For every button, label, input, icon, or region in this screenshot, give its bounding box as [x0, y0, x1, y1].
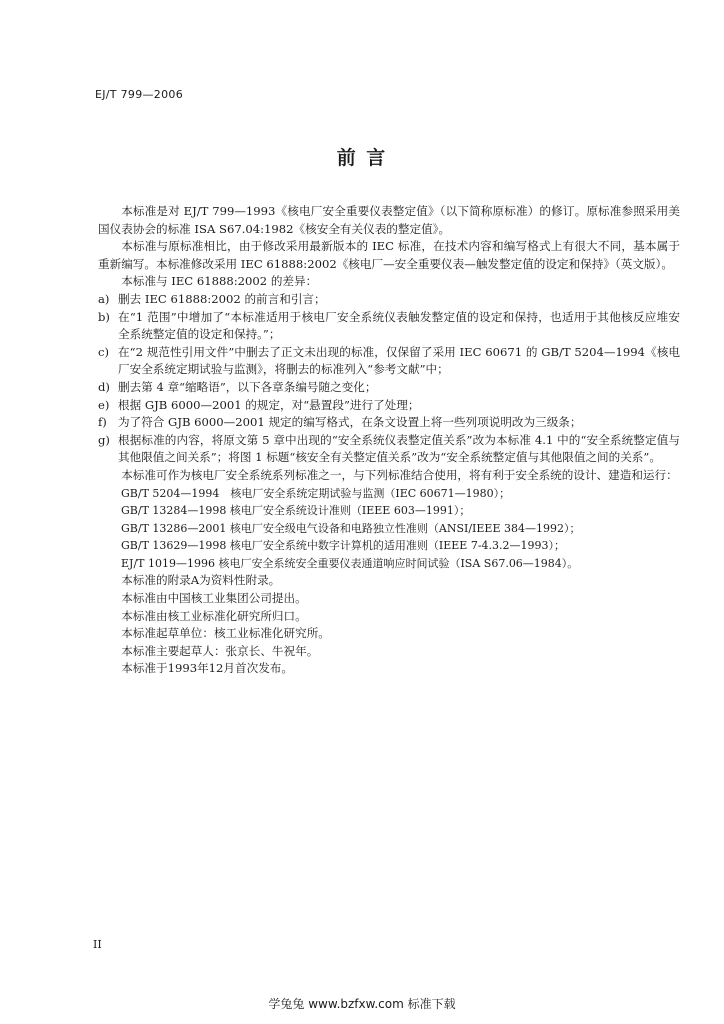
closing-line: 本标准于1993年12月首次发布。: [121, 661, 293, 676]
list-item-label: b): [98, 309, 110, 324]
paragraph-differences-intro: 本标准与 IEC 61888:2002 的差异：: [121, 274, 318, 289]
list-item-text: 删去第 4 章“缩略语”，以下各章条编号随之变化；: [118, 379, 377, 394]
list-item: [98, 397, 680, 415]
list-item-text: 删去 IEC 61888:2002 的前言和引言；: [118, 291, 326, 306]
closing-line: 本标准主要起草人：张京长、牛祝年。: [121, 643, 319, 658]
list-item-text: 在“1 范围”中增加了“本标准适用于核电厂安全系统仪表触发整定值的设定和保持，也适用于其他核反应堆安全系统整定值的设定和保持。”；: [118, 309, 680, 342]
list-item-text: 根据标准的内容，将原文第 5 章中出现的“安全系统仪表整定值关系”改为本标准 4.1 中的“安全系统整定值与其他限值之间关系”；将图 1 标题“核安全有关整定值关系”改为“安全系统整定值与其他限值之间的关系”。: [118, 432, 680, 465]
paragraph-series-intro: 本标准可作为核电厂安全系统系列标准之一，与下列标准结合使用，将有利于安全系统的设计、建造和运行：: [121, 467, 678, 482]
list-item-label: c): [98, 344, 110, 359]
list-item: [98, 414, 680, 432]
closing-line: 本标准由核工业标准化研究所归口。: [121, 608, 307, 623]
list-item-label: a): [98, 291, 110, 306]
list-item: [98, 309, 680, 344]
related-standard-item: GB/T 13284—1998 核电厂安全系统设计准则（IEEE 603—1991）；: [121, 504, 471, 518]
download-watermark: 学兔兔 www.bzfxw.com 标准下载: [268, 997, 456, 1011]
related-standard-item: GB/T 5204—1994 核电厂安全系统定期试验与监测（IEC 60671—1980）；: [121, 486, 511, 500]
foreword-body: [98, 203, 680, 678]
list-item-label: e): [98, 397, 110, 412]
differences-list: [98, 291, 680, 467]
list-item: [98, 379, 680, 397]
closing-line: 本标准起草单位：核工业标准化研究所。: [121, 626, 330, 641]
list-item: [98, 432, 680, 467]
paragraph-comparison: 本标准与原标准相比，由于修改采用最新版本的 IEC 标准，在技术内容和编写格式上有很大不同，基本属于重新编写。本标准修改采用 IEC 61888:2002《核电厂—安全重要仪表—触发整定值的设定和保持》（英文版）。: [98, 239, 680, 271]
page-number: II: [93, 938, 102, 951]
closing-line: 本标准由中国核工业集团公司提出。: [121, 591, 307, 606]
related-standard-item: GB/T 13629—1998 核电厂安全系统中数字计算机的适用准则（IEEE 7-4.3.2—1993）；: [121, 539, 566, 553]
related-standard-item: GB/T 13286—2001 核电厂安全级电气设备和电路独立性准则（ANSI/IEEE 384—1992）；: [121, 521, 581, 535]
related-standard-item: EJ/T 1019—1996 核电厂安全系统安全重要仪表通道响应时间试验（ISA S67.06—1984）。: [121, 556, 579, 570]
list-item-text: 根据 GJB 6000—2001 的规定，对“悬置段”进行了处理；: [118, 397, 420, 412]
closing-line: 本标准的附录A为资料性附录。: [121, 573, 281, 588]
list-item-label: f): [98, 415, 107, 430]
list-item: [98, 344, 680, 379]
standard-code-header: EJ/T 799—2006: [95, 88, 184, 101]
list-item-text: 在“2 规范性引用文件”中删去了正文未出现的标准，仅保留了采用 IEC 60671 的 GB/T 5204—1994《核电厂安全系统定期试验与监测》，将删去的标准列入“参考文献”中；: [118, 344, 680, 377]
list-item-label: d): [98, 379, 110, 394]
page-title: 前 言: [336, 147, 388, 169]
related-standards-list: [98, 485, 680, 573]
paragraph-revision: 本标准是对 EJ/T 799—1993《核电厂安全重要仪表整定值》（以下简称原标准）的修订。原标准参照采用美国仪表协会的标准 ISA S67.04:1982《核安全有关仪表的整定值》。: [98, 204, 680, 236]
list-item-label: g): [98, 432, 110, 447]
list-item-text: 为了符合 GJB 6000—2001 规定的编写格式，在条文设置上将一些列项说明改为三级条；: [118, 415, 582, 430]
closing-statements: [98, 572, 680, 678]
list-item: [98, 291, 680, 309]
